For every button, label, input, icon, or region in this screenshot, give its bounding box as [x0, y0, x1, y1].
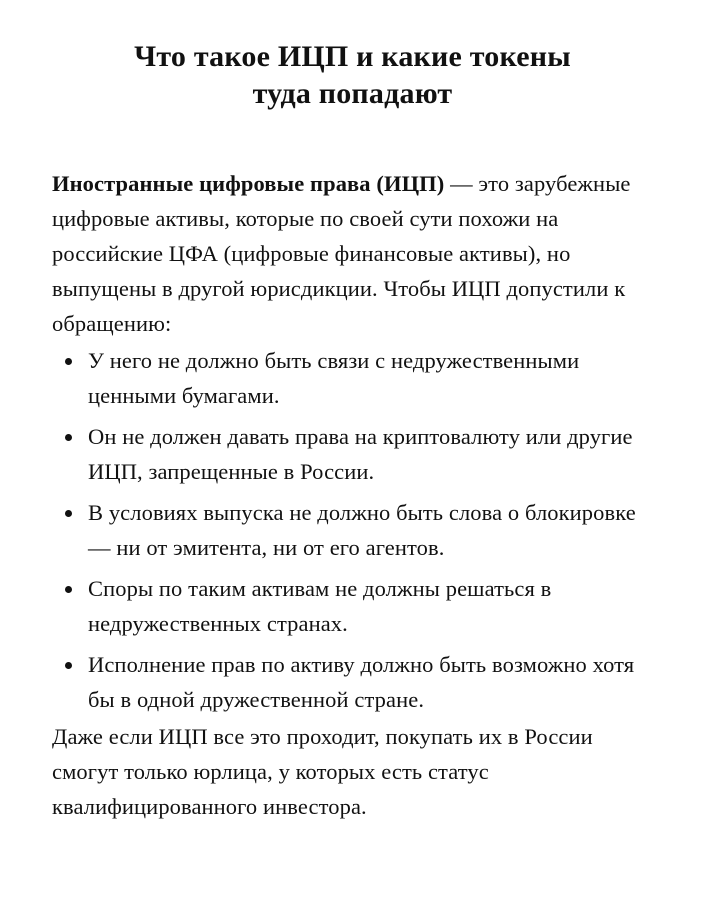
list-item-text: Споры по таким активам не должны решаться в недружественных странах. [88, 576, 552, 636]
outro-paragraph: Даже если ИЦП все это проходит, покупать их в России смогут только юрлица, у которых есть статус квалифицированного инвестора. [52, 724, 593, 819]
title-line-2: туда попадают [252, 77, 453, 110]
list-item-text: В условиях выпуска не должно быть слова о блокировке — ни от эмитента, ни от его агентов. [88, 500, 636, 560]
list-item-text: Исполнение прав по активу должно быть возможно хотя бы в одной дружественной стране. [88, 652, 635, 712]
intro-text: — это зарубежные цифровые активы, которые по своей сути похожи на российские ЦФА (цифровые финансовые активы), но выпущены в другой юрисдикции. Чтобы ИЦП допустили к обращению: [52, 171, 631, 336]
bullet-icon [65, 510, 72, 517]
bullet-icon [65, 434, 72, 441]
list-item [52, 419, 653, 489]
bullet-icon [65, 358, 72, 365]
bullet-icon [65, 586, 72, 593]
intro-paragraph [52, 166, 653, 341]
list-item-text: У него не должно быть связи с недружественными ценными бумагами. [88, 348, 580, 408]
article-body [52, 166, 653, 824]
bullet-icon [65, 662, 72, 669]
title-line-1: Что такое ИЦП и какие токены [134, 40, 571, 73]
list-item [52, 571, 653, 641]
requirements-list [52, 343, 653, 717]
list-item [52, 343, 653, 413]
page-title [52, 38, 653, 112]
intro-term: Иностранные цифровые права (ИЦП) [52, 171, 445, 196]
list-item-text: Он не должен давать права на криптовалюту или другие ИЦП, запрещенные в России. [88, 424, 633, 484]
list-item [52, 495, 653, 565]
list-item [52, 647, 653, 717]
